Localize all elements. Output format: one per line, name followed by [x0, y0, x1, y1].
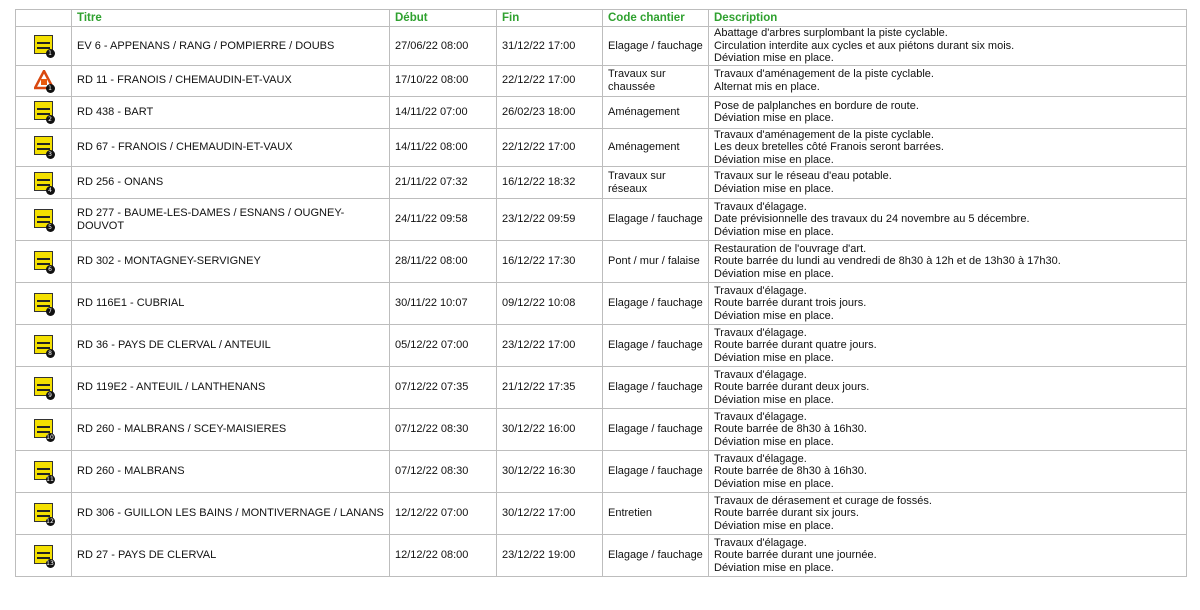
row-titre: RD 36 - PAYS DE CLERVAL / ANTEUIL — [72, 325, 390, 367]
row-titre: RD 67 - FRANOIS / CHEMAUDIN-ET-VAUX — [72, 128, 390, 167]
row-fin: 23/12/22 17:00 — [497, 325, 603, 367]
row-description: Travaux d'élagage. Route barrée de 8h30 à 16h30. Déviation mise en place. — [709, 409, 1187, 451]
row-fin: 30/12/22 17:00 — [497, 493, 603, 535]
row-code-chantier: Elagage / fauchage — [603, 535, 709, 577]
row-number-badge: 13 — [46, 559, 54, 567]
row-code-chantier: Elagage / fauchage — [603, 451, 709, 493]
row-description: Travaux d'élagage. Route barrée de 8h30 à 16h30. Déviation mise en place. — [709, 451, 1187, 493]
row-titre: RD 27 - PAYS DE CLERVAL — [72, 535, 390, 577]
row-number-badge: 6 — [46, 265, 55, 274]
row-icon-cell — [16, 535, 72, 577]
row-code-chantier: Elagage / fauchage — [603, 409, 709, 451]
table-row[interactable] — [16, 241, 1187, 283]
roadworks-table — [15, 9, 1187, 577]
row-debut: 07/12/22 07:35 — [390, 367, 497, 409]
header-icon-column — [16, 10, 72, 27]
row-number-badge: 2 — [46, 115, 55, 124]
row-icon-cell — [16, 409, 72, 451]
row-debut: 17/10/22 08:00 — [390, 65, 497, 96]
row-debut: 24/11/22 09:58 — [390, 199, 497, 241]
table-row[interactable] — [16, 128, 1187, 167]
header-debut[interactable]: Début — [390, 10, 497, 27]
row-debut: 07/12/22 08:30 — [390, 451, 497, 493]
row-fin: 16/12/22 18:32 — [497, 167, 603, 199]
row-titre: RD 119E2 - ANTEUIL / LANTHENANS — [72, 367, 390, 409]
header-titre[interactable]: Titre — [72, 10, 390, 27]
table-row[interactable] — [16, 451, 1187, 493]
row-code-chantier: Travaux sur réseaux — [603, 167, 709, 199]
table-row[interactable] — [16, 409, 1187, 451]
row-icon-cell — [16, 451, 72, 493]
row-number-badge: 5 — [46, 223, 55, 232]
row-icon-cell — [16, 325, 72, 367]
route-barree-sign-icon[interactable] — [34, 377, 54, 399]
row-fin: 16/12/22 17:30 — [497, 241, 603, 283]
row-description: Travaux d'élagage. Route barrée durant trois jours. Déviation mise en place. — [709, 283, 1187, 325]
row-code-chantier: Elagage / fauchage — [603, 27, 709, 66]
route-barree-sign-icon[interactable] — [34, 101, 54, 123]
row-icon-cell — [16, 27, 72, 66]
row-code-chantier: Aménagement — [603, 96, 709, 128]
row-code-chantier: Aménagement — [603, 128, 709, 167]
row-debut: 14/11/22 07:00 — [390, 96, 497, 128]
row-debut: 21/11/22 07:32 — [390, 167, 497, 199]
row-description: Travaux d'aménagement de la piste cyclable. Alternat mis en place. — [709, 65, 1187, 96]
roadworks-table-container — [15, 9, 1186, 577]
table-row[interactable] — [16, 65, 1187, 96]
table-row[interactable] — [16, 27, 1187, 66]
header-code-chantier[interactable]: Code chantier — [603, 10, 709, 27]
row-fin: 22/12/22 17:00 — [497, 65, 603, 96]
row-description: Travaux d'élagage. Date prévisionnelle des travaux du 24 novembre au 5 décembre. Déviation mise en place. — [709, 199, 1187, 241]
row-code-chantier: Elagage / fauchage — [603, 367, 709, 409]
row-titre: RD 277 - BAUME-LES-DAMES / ESNANS / OUGNEY-DOUVOT — [72, 199, 390, 241]
row-icon-cell — [16, 283, 72, 325]
row-debut: 27/06/22 08:00 — [390, 27, 497, 66]
row-titre: RD 256 - ONANS — [72, 167, 390, 199]
row-icon-cell — [16, 241, 72, 283]
table-row[interactable] — [16, 325, 1187, 367]
row-code-chantier: Elagage / fauchage — [603, 199, 709, 241]
row-debut: 12/12/22 08:00 — [390, 535, 497, 577]
row-titre: RD 438 - BART — [72, 96, 390, 128]
row-code-chantier: Elagage / fauchage — [603, 325, 709, 367]
row-number-badge: 1 — [46, 49, 55, 58]
row-icon-cell — [16, 65, 72, 96]
route-barree-sign-icon[interactable] — [34, 172, 54, 194]
row-number-badge: 3 — [46, 150, 55, 159]
row-number-badge: 8 — [46, 349, 55, 358]
header-description[interactable]: Description — [709, 10, 1187, 27]
route-barree-sign-icon[interactable] — [34, 293, 54, 315]
table-row[interactable] — [16, 493, 1187, 535]
route-barree-sign-icon[interactable] — [34, 251, 54, 273]
row-description: Restauration de l'ouvrage d'art. Route barrée du lundi au vendredi de 8h30 à 12h et de 13h30 à 17h30. Déviation mise en place. — [709, 241, 1187, 283]
table-row[interactable] — [16, 283, 1187, 325]
header-fin[interactable]: Fin — [497, 10, 603, 27]
row-titre: RD 260 - MALBRANS / SCEY-MAISIERES — [72, 409, 390, 451]
row-fin: 31/12/22 17:00 — [497, 27, 603, 66]
row-fin: 22/12/22 17:00 — [497, 128, 603, 167]
row-icon-cell — [16, 199, 72, 241]
route-barree-sign-icon[interactable] — [34, 419, 54, 441]
row-fin: 09/12/22 10:08 — [497, 283, 603, 325]
row-icon-cell — [16, 493, 72, 535]
row-debut: 05/12/22 07:00 — [390, 325, 497, 367]
row-code-chantier: Travaux sur chaussée — [603, 65, 709, 96]
row-description: Travaux d'élagage. Route barrée durant quatre jours. Déviation mise en place. — [709, 325, 1187, 367]
row-description: Abattage d'arbres surplombant la piste cyclable. Circulation interdite aux cycles et aux piétons durant six mois. Déviation mise en place. — [709, 27, 1187, 66]
row-description: Travaux de dérasement et curage de fossés. Route barrée durant six jours. Déviation mise en place. — [709, 493, 1187, 535]
row-description: Pose de palplanches en bordure de route. Déviation mise en place. — [709, 96, 1187, 128]
row-number-badge: 9 — [46, 391, 55, 400]
table-row[interactable] — [16, 535, 1187, 577]
row-icon-cell — [16, 128, 72, 167]
row-titre: RD 11 - FRANOIS / CHEMAUDIN-ET-VAUX — [72, 65, 390, 96]
row-number-badge: 7 — [46, 307, 55, 316]
roadworks-warning-sign-icon[interactable] — [34, 70, 54, 92]
row-fin: 26/02/23 18:00 — [497, 96, 603, 128]
row-fin: 30/12/22 16:30 — [497, 451, 603, 493]
row-titre: RD 116E1 - CUBRIAL — [72, 283, 390, 325]
table-header-row — [16, 10, 1187, 27]
row-number-badge: 1 — [46, 84, 55, 93]
route-barree-sign-icon[interactable] — [34, 335, 54, 357]
row-description: Travaux sur le réseau d'eau potable. Déviation mise en place. — [709, 167, 1187, 199]
row-code-chantier: Entretien — [603, 493, 709, 535]
row-number-badge: 11 — [46, 475, 54, 483]
row-description: Travaux d'élagage. Route barrée durant une journée. Déviation mise en place. — [709, 535, 1187, 577]
table-row[interactable] — [16, 96, 1187, 128]
route-barree-sign-icon[interactable] — [34, 209, 54, 231]
row-number-badge: 10 — [46, 433, 54, 441]
row-fin: 23/12/22 19:00 — [497, 535, 603, 577]
row-titre: RD 260 - MALBRANS — [72, 451, 390, 493]
row-icon-cell — [16, 167, 72, 199]
row-titre: RD 306 - GUILLON LES BAINS / MONTIVERNAGE / LANANS — [72, 493, 390, 535]
row-debut: 14/11/22 08:00 — [390, 128, 497, 167]
row-fin: 30/12/22 16:00 — [497, 409, 603, 451]
row-code-chantier: Pont / mur / falaise — [603, 241, 709, 283]
route-barree-sign-icon[interactable] — [34, 136, 54, 158]
row-debut: 12/12/22 07:00 — [390, 493, 497, 535]
table-row[interactable] — [16, 199, 1187, 241]
route-barree-sign-icon[interactable] — [34, 545, 54, 567]
row-fin: 21/12/22 17:35 — [497, 367, 603, 409]
row-description: Travaux d'élagage. Route barrée durant deux jours. Déviation mise en place. — [709, 367, 1187, 409]
row-icon-cell — [16, 96, 72, 128]
row-number-badge: 4 — [46, 186, 55, 195]
row-icon-cell — [16, 367, 72, 409]
route-barree-sign-icon[interactable] — [34, 35, 54, 57]
row-debut: 28/11/22 08:00 — [390, 241, 497, 283]
row-description: Travaux d'aménagement de la piste cyclable. Les deux bretelles côté Franois seront barrées. Déviation mise en place. — [709, 128, 1187, 167]
table-row[interactable] — [16, 367, 1187, 409]
row-debut: 30/11/22 10:07 — [390, 283, 497, 325]
row-code-chantier: Elagage / fauchage — [603, 283, 709, 325]
table-row[interactable] — [16, 167, 1187, 199]
route-barree-sign-icon[interactable] — [34, 503, 54, 525]
route-barree-sign-icon[interactable] — [34, 461, 54, 483]
row-titre: EV 6 - APPENANS / RANG / POMPIERRE / DOUBS — [72, 27, 390, 66]
row-debut: 07/12/22 08:30 — [390, 409, 497, 451]
row-fin: 23/12/22 09:59 — [497, 199, 603, 241]
row-number-badge: 12 — [46, 517, 54, 525]
row-titre: RD 302 - MONTAGNEY-SERVIGNEY — [72, 241, 390, 283]
